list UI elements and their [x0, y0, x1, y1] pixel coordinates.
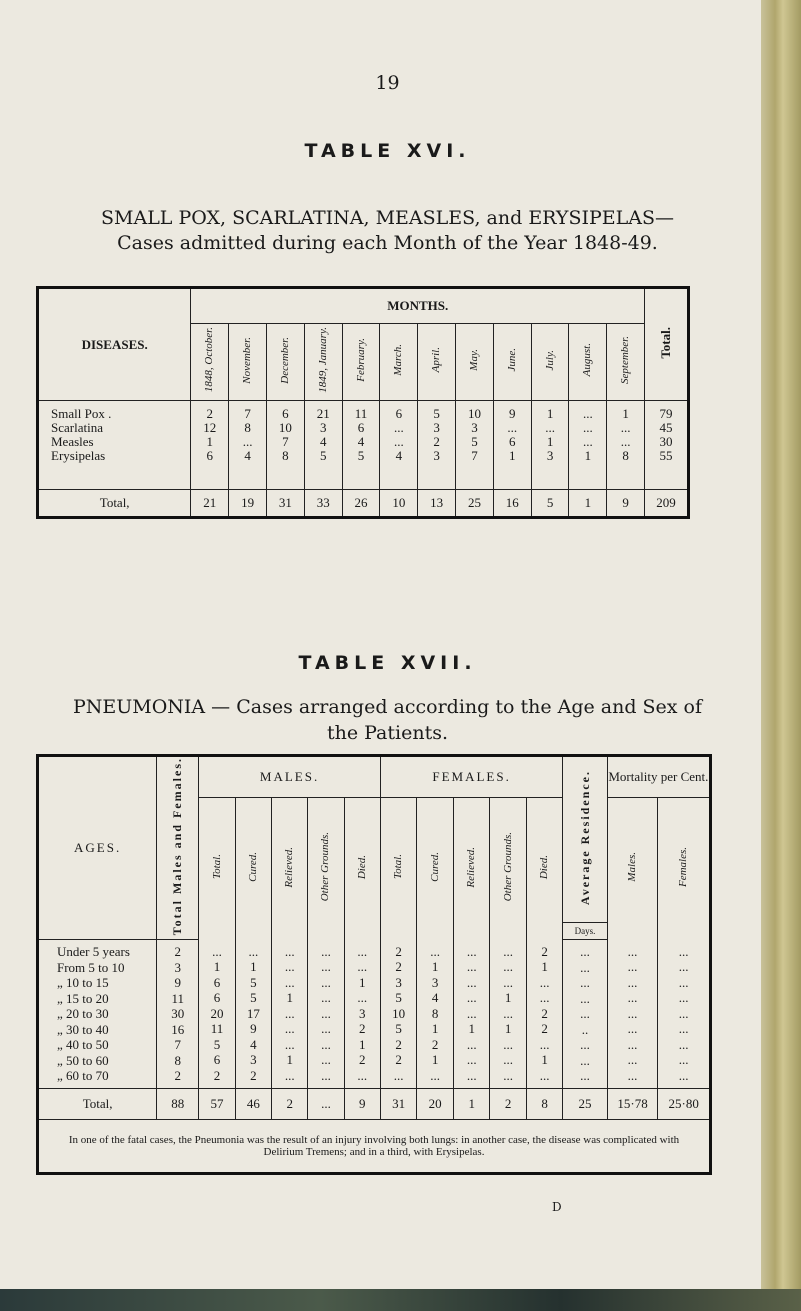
total-row-value: 2 — [490, 1089, 526, 1120]
month-column — [380, 401, 418, 490]
male-subheader: Cured. — [235, 798, 271, 940]
cell-value: ... — [678, 1052, 689, 1068]
cell-value: ... — [284, 1005, 295, 1021]
cell-value: ... — [430, 1067, 441, 1083]
cell-value: 20 — [210, 1005, 224, 1021]
cell-value: 1 — [213, 959, 221, 975]
total-row-value: ... — [308, 1089, 344, 1120]
cell-value: ... — [582, 406, 593, 421]
total-row-value: 26 — [342, 490, 380, 518]
cell-value: 9 — [174, 975, 181, 991]
month-header: 1849, January. — [304, 324, 342, 401]
cell-value: 1 — [250, 959, 257, 975]
cell-value: ... — [212, 943, 222, 959]
total-row-value: 31 — [380, 1089, 417, 1120]
cell-value: ... — [627, 974, 638, 990]
cell-value: ... — [620, 420, 631, 435]
males-column — [199, 940, 235, 1089]
total-row-value: 20 — [417, 1089, 454, 1120]
cell-value: ... — [466, 990, 477, 1006]
females-column — [490, 940, 526, 1089]
cell-value: ... — [507, 420, 518, 435]
cell-value: ... — [580, 959, 590, 975]
total-row-value: 10 — [380, 490, 418, 518]
cell-value: ... — [357, 943, 368, 959]
month-header: September. — [607, 324, 645, 401]
cell-value: 7 — [471, 448, 478, 463]
males-column — [308, 940, 344, 1089]
cell-value: ... — [284, 959, 295, 975]
male-subheader: Total. — [199, 798, 235, 940]
total-row-label: Total, — [38, 490, 191, 518]
cell-value: ... — [284, 974, 295, 990]
month-column — [531, 401, 569, 490]
cell-value: ... — [393, 1067, 404, 1083]
females-column — [380, 940, 417, 1089]
avg-column — [563, 940, 607, 1089]
month-header: July. — [531, 324, 569, 401]
cell-value: 5 — [319, 448, 327, 463]
mortality-column — [607, 940, 658, 1089]
cell-value: 8 — [174, 1052, 181, 1068]
females-column — [526, 940, 562, 1089]
male-subheader: Died. — [344, 798, 380, 940]
cell-value: ... — [580, 990, 590, 1006]
age-label: From 5 to 10 — [57, 959, 125, 975]
cell-value: 1 — [431, 1052, 439, 1068]
cell-value: ... — [627, 1067, 638, 1083]
cell-value: ... — [678, 1036, 689, 1052]
cell-value: 10 — [467, 406, 481, 421]
cell-value: 7 — [244, 406, 251, 421]
disease-name: Erysipelas — [51, 448, 106, 463]
cell-value: 4 — [431, 990, 439, 1006]
total-row-value: 5 — [531, 490, 569, 518]
cell-value: 1 — [584, 448, 592, 463]
month-column — [191, 401, 229, 490]
cell-value: 8 — [244, 420, 251, 435]
cell-value: ... — [539, 1036, 550, 1052]
cell-value: ... — [503, 1067, 514, 1083]
total-row-value: 25 — [563, 1089, 607, 1120]
month-column — [493, 401, 531, 490]
age-label: „ 10 to 15 — [57, 975, 109, 991]
cell-value: ... — [357, 959, 368, 975]
total-row-value: 15·78 — [607, 1089, 658, 1120]
cell-value: ... — [321, 1067, 331, 1083]
cell-value: 16 — [171, 1021, 185, 1037]
cell-value: ... — [539, 990, 550, 1006]
avg-residence-header: Average Residence. — [563, 756, 607, 923]
cell-value: ... — [503, 943, 514, 959]
total-mf-header: Total Males and Females. — [157, 756, 199, 940]
cell-value: 3 — [319, 420, 327, 435]
disease-names — [38, 401, 191, 490]
mortality-subheader: Females. — [658, 798, 711, 940]
cell-value: 3 — [431, 974, 439, 990]
female-subheader: Relieved. — [453, 798, 489, 940]
cell-value: 2 — [541, 1005, 548, 1021]
month-header: August. — [569, 324, 607, 401]
diseases-header: DISEASES. — [38, 288, 191, 401]
page-number: 19 — [375, 72, 400, 94]
age-names — [38, 940, 157, 1089]
cell-value: 1 — [541, 1052, 548, 1068]
cell-value: 5 — [357, 448, 365, 463]
total-row-value: 31 — [266, 490, 304, 518]
month-column — [607, 401, 645, 490]
total-row-value: 19 — [229, 490, 267, 518]
total-row-value: 13 — [418, 490, 456, 518]
table17-subtitle-2: the Patients. — [326, 722, 449, 744]
table17-title: TABLE XVII. — [298, 652, 477, 674]
cell-value: ... — [321, 1036, 331, 1052]
cell-value: 8 — [282, 448, 289, 463]
month-header: April. — [418, 324, 456, 401]
cell-value: ... — [678, 974, 689, 990]
cell-value: 2 — [433, 434, 440, 449]
cell-value: ... — [678, 959, 689, 975]
cell-value: 2 — [174, 944, 181, 960]
total-row-value: 8 — [526, 1089, 562, 1120]
cell-value: 2 — [431, 1036, 439, 1052]
month-column — [304, 401, 342, 490]
cell-value: 4 — [395, 448, 403, 463]
bottom-binding — [0, 1289, 801, 1311]
cell-value: ... — [627, 959, 638, 975]
cell-value: ... — [580, 944, 590, 960]
cell-value: ... — [466, 1036, 477, 1052]
month-header: February. — [342, 324, 380, 401]
row-total: 79 — [659, 406, 673, 421]
cell-value: 1 — [509, 448, 516, 463]
cell-value: 1 — [622, 406, 629, 421]
cell-value: 10 — [392, 1005, 406, 1021]
month-column — [569, 401, 607, 490]
cell-value: 8 — [431, 1005, 439, 1021]
females-column — [453, 940, 489, 1089]
mortality-header: Mortality per Cent. — [607, 756, 710, 798]
grand-total: 209 — [645, 490, 689, 518]
cell-value: 4 — [319, 434, 327, 449]
age-label: „ 20 to 30 — [57, 1006, 109, 1022]
cell-value: ... — [503, 974, 514, 990]
cell-value: 5 — [395, 1021, 402, 1037]
cell-value: 2 — [358, 1052, 366, 1068]
cell-value: 2 — [358, 1021, 366, 1037]
table16-title: TABLE XVI. — [304, 140, 471, 162]
males-column — [272, 940, 308, 1089]
cell-value: 2 — [174, 1068, 181, 1084]
month-column — [418, 401, 456, 490]
row-total: 45 — [659, 420, 673, 435]
cell-value: 3 — [471, 420, 478, 435]
table16-subtitle-2: Cases admitted during each Month of the Year 1848-49. — [117, 232, 658, 254]
cell-value: ... — [580, 1068, 590, 1084]
age-label: „ 60 to 70 — [57, 1068, 109, 1084]
cell-value: ... — [503, 1005, 514, 1021]
males-column — [344, 940, 380, 1089]
cell-value: 6 — [206, 448, 214, 463]
cell-value: 2 — [206, 406, 214, 421]
cell-value: 2 — [395, 943, 402, 959]
cell-value: ... — [242, 434, 253, 449]
cell-value: 12 — [203, 420, 217, 435]
age-label: Under 5 years — [57, 944, 130, 960]
cell-value: ... — [539, 1067, 550, 1083]
females-header: FEMALES. — [380, 756, 563, 798]
cell-value: 2 — [213, 1067, 221, 1083]
age-label: „ 50 to 60 — [57, 1052, 109, 1068]
month-column — [229, 401, 267, 490]
disease-name: Scarlatina — [51, 420, 103, 435]
cell-value: 3 — [433, 448, 440, 463]
cell-value: 4 — [250, 1036, 257, 1052]
cell-value: 3 — [250, 1052, 257, 1068]
cell-value: 11 — [210, 1021, 224, 1037]
cell-value: 1 — [504, 1021, 512, 1037]
cell-value: ... — [627, 1036, 638, 1052]
cell-value: ... — [627, 1052, 638, 1068]
total-row-label: Total, — [38, 1089, 157, 1120]
cell-value: 2 — [395, 959, 402, 975]
cell-value: 6 — [213, 990, 221, 1006]
cell-value: 11 — [354, 406, 368, 421]
cell-value: ... — [393, 420, 404, 435]
total-mf-column — [157, 940, 199, 1089]
cell-value: ... — [248, 943, 259, 959]
cell-value: ... — [539, 974, 550, 990]
total-row-value: 46 — [235, 1089, 271, 1120]
cell-value: ... — [678, 1021, 689, 1037]
cell-value: ... — [357, 1067, 368, 1083]
cell-value: 1 — [358, 974, 366, 990]
month-header: May. — [456, 324, 494, 401]
cell-value: ... — [321, 990, 331, 1006]
cell-value: ... — [503, 959, 514, 975]
cell-value: ... — [627, 943, 638, 959]
cell-value: ... — [580, 975, 590, 991]
cell-value: ... — [620, 434, 631, 449]
table17 — [36, 754, 712, 1175]
table16-subtitle-1: SMALL POX, SCARLATINA, MEASLES, and ERYSIPELAS— — [101, 207, 674, 229]
mortality-column — [658, 940, 711, 1089]
month-header: December. — [266, 324, 304, 401]
row-total: 30 — [659, 434, 673, 449]
cell-value: ... — [580, 1037, 590, 1053]
cell-value: 9 — [509, 406, 516, 421]
cell-value: 2 — [395, 1052, 402, 1068]
cell-value: ... — [582, 434, 593, 449]
cell-value: ... — [678, 1067, 689, 1083]
cell-value: ... — [321, 974, 331, 990]
cell-value: ... — [466, 1067, 477, 1083]
month-header: March. — [380, 324, 418, 401]
cell-value: 1 — [468, 1021, 475, 1037]
cell-value: ... — [678, 990, 689, 1006]
cell-value: ... — [284, 1021, 295, 1037]
cell-value: ... — [678, 1005, 689, 1021]
males-header: MALES. — [199, 756, 381, 798]
row-total: 55 — [659, 448, 673, 463]
cell-value: ... — [393, 434, 404, 449]
cell-value: ... — [627, 1021, 638, 1037]
cell-value: ... — [466, 959, 477, 975]
total-row-value: 88 — [157, 1089, 199, 1120]
cell-value: 6 — [213, 1052, 221, 1068]
total-row-value: 2 — [272, 1089, 308, 1120]
age-label: „ 30 to 40 — [57, 1021, 109, 1037]
cell-value: 1 — [286, 1052, 293, 1068]
total-row-value: 9 — [344, 1089, 380, 1120]
cell-value: 21 — [316, 406, 330, 421]
disease-name: Small Pox . — [51, 406, 112, 421]
cell-value: 2 — [541, 943, 548, 959]
cell-value: 11 — [171, 990, 185, 1006]
cell-value: 1 — [541, 959, 548, 975]
cell-value: 1 — [431, 959, 439, 975]
cell-value: ... — [284, 943, 295, 959]
total-row-value: 9 — [607, 490, 645, 518]
cell-value: 1 — [504, 990, 512, 1006]
cell-value: ... — [627, 990, 638, 1006]
female-subheader: Cured. — [417, 798, 454, 940]
age-label: „ 15 to 20 — [57, 990, 109, 1006]
cell-value: ... — [627, 1005, 638, 1021]
total-row-value: 21 — [191, 490, 229, 518]
total-row-value: 1 — [453, 1089, 489, 1120]
total-row-value: 57 — [199, 1089, 235, 1120]
cell-value: 5 — [395, 990, 402, 1006]
cell-value: ... — [430, 943, 441, 959]
cell-value: 6 — [213, 974, 221, 990]
table17-note: In one of the fatal cases, the Pneumonia was the result of an injury involving both lungs: in another case, the disease was complicated with Delirium Tremens; and in a third, with Erysipelas. — [38, 1120, 711, 1174]
cell-value: 30 — [171, 1006, 185, 1022]
male-subheader: Relieved. — [272, 798, 308, 940]
month-header: June. — [493, 324, 531, 401]
table17-subtitle-1: PNEUMONIA — Cases arranged according to the Age and Sex of — [72, 696, 703, 718]
months-header: MONTHS. — [191, 288, 645, 324]
cell-value: 3 — [546, 448, 554, 463]
total-row-value: 33 — [304, 490, 342, 518]
cell-value: ... — [321, 1021, 331, 1037]
female-subheader: Total. — [380, 798, 417, 940]
disease-name: Measles — [51, 434, 94, 449]
cell-value: 4 — [357, 434, 365, 449]
cell-value: 5 — [433, 406, 440, 421]
cell-value: 1 — [546, 434, 554, 449]
cell-value: 3 — [395, 974, 402, 990]
cell-value: ... — [545, 420, 555, 435]
cell-value: ... — [321, 1052, 331, 1068]
total-row-value: 1 — [569, 490, 607, 518]
total-row-value: 16 — [493, 490, 531, 518]
cell-value: 8 — [622, 448, 629, 463]
cell-value: 6 — [282, 406, 289, 421]
total-row-value: 25·80 — [658, 1089, 711, 1120]
cell-value: 5 — [471, 434, 478, 449]
cell-value: ... — [466, 1052, 477, 1068]
cell-value: ... — [466, 1005, 477, 1021]
cell-value: ... — [284, 1067, 295, 1083]
cell-value: 9 — [250, 1021, 257, 1037]
month-column — [342, 401, 380, 490]
female-subheader: Died. — [526, 798, 562, 940]
females-column — [417, 940, 454, 1089]
total-header: Total. — [645, 288, 689, 401]
ages-header: AGES. — [38, 756, 157, 940]
cell-value: 1 — [546, 406, 554, 421]
cell-value: ... — [678, 943, 689, 959]
cell-value: ... — [357, 990, 368, 1006]
cell-value: 3 — [174, 959, 181, 975]
cell-value: ... — [466, 943, 477, 959]
cell-value: 7 — [282, 434, 289, 449]
month-column — [456, 401, 494, 490]
total-column — [645, 401, 689, 490]
cell-value: ... — [321, 959, 331, 975]
month-column — [266, 401, 304, 490]
cell-value: 2 — [250, 1067, 257, 1083]
cell-value: 1 — [431, 1021, 439, 1037]
month-header: 1848, October. — [191, 324, 229, 401]
cell-value: ... — [580, 1052, 590, 1068]
cell-value: 7 — [174, 1037, 181, 1053]
table16 — [36, 286, 690, 519]
cell-value: 5 — [213, 1036, 221, 1052]
cell-value: 1 — [358, 1036, 366, 1052]
cell-value: 6 — [357, 420, 365, 435]
cell-value: 17 — [246, 1005, 260, 1021]
cell-value: ... — [466, 974, 477, 990]
cell-value: ... — [503, 1036, 514, 1052]
mortality-subheader: Males. — [607, 798, 658, 940]
cell-value: ... — [321, 943, 331, 959]
cell-value: ... — [582, 420, 593, 435]
female-subheader: Other Grounds. — [490, 798, 526, 940]
cell-value: 6 — [395, 406, 403, 421]
cell-value: 5 — [250, 974, 257, 990]
males-column — [235, 940, 271, 1089]
cell-value: 10 — [278, 420, 292, 435]
male-subheader: Other Grounds. — [308, 798, 344, 940]
cell-value: 3 — [433, 420, 440, 435]
cell-value: 5 — [250, 990, 257, 1006]
cell-value: 3 — [358, 1005, 366, 1021]
signature-mark: D — [552, 1200, 562, 1214]
total-row-value: 25 — [456, 490, 494, 518]
month-header: November. — [229, 324, 267, 401]
cell-value: 2 — [395, 1036, 402, 1052]
cell-value: .. — [581, 1021, 589, 1037]
cell-value: 1 — [206, 434, 214, 449]
cell-value: 6 — [509, 434, 516, 449]
cell-value: ... — [284, 1036, 295, 1052]
cell-value: 1 — [286, 990, 293, 1006]
days-label: Days. — [563, 923, 607, 940]
cell-value: 4 — [244, 448, 251, 463]
cell-value: ... — [321, 1005, 331, 1021]
cell-value: ... — [503, 1052, 514, 1068]
cell-value: ... — [580, 1006, 590, 1022]
age-label: „ 40 to 50 — [57, 1037, 109, 1053]
cell-value: 2 — [541, 1021, 548, 1037]
